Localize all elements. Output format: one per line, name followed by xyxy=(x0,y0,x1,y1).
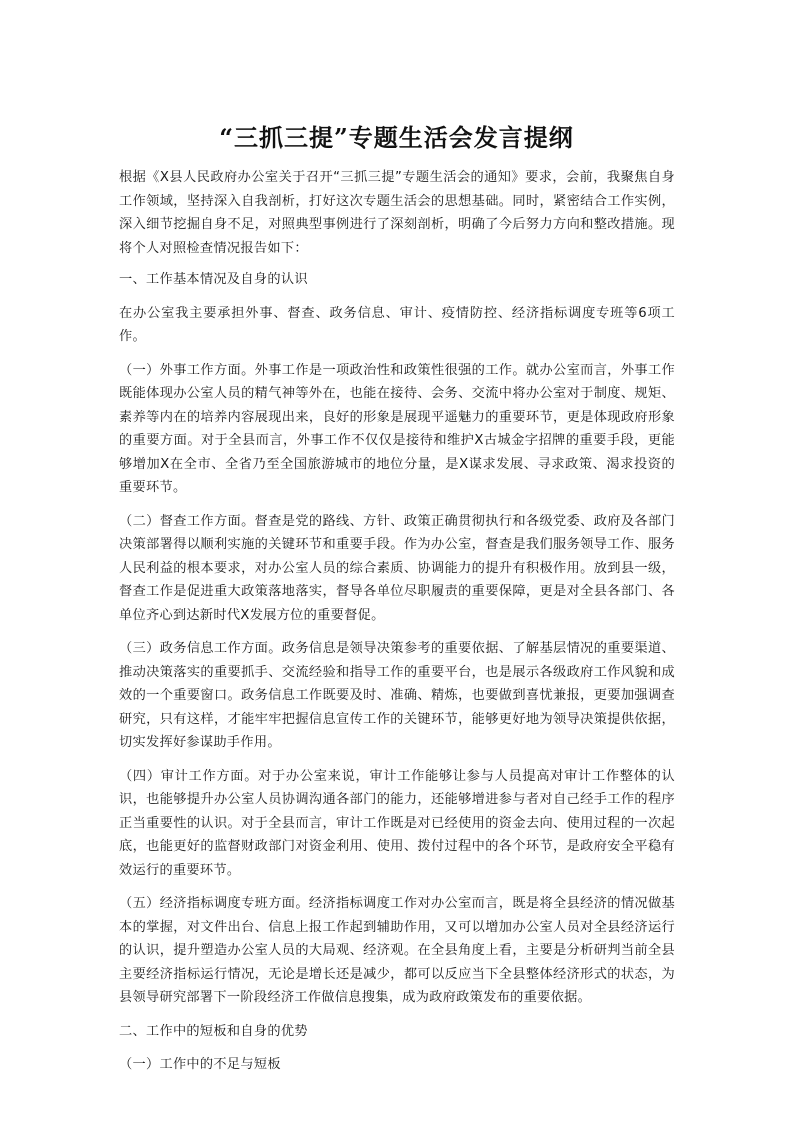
intro-paragraph: 根据《X县人民政府办公室关于召开“三抓三提”专题生活会的通知》要求，会前，我聚焦自身工作领域，坚持深入自我剖析，打好这次专题生活会的思想基础。同时，紧密结合工作实例，深入细节挖掘自身不足，对照典型事例进行了深刻剖析，明确了今后努力方向和整改措施。现将个人对照检查情况报告如下： xyxy=(119,170,675,256)
document-title: “三抓三提”专题生活会发言提纲 xyxy=(219,123,574,152)
section-heading-2: 二、工作中的短板和自身的优势 xyxy=(119,1023,308,1039)
economic-indicators-paragraph: （五）经济指标调度专班方面。经济指标调度工作对办公室而言，既是将全县经济的情况做基本的掌握，对文件出台、信息上报工作起到辅助作用，又可以增加办公室人员对全县经济运行的认识，提升塑造办公室人员的大局观、经济观。在全县角度上看，主要是分析研判当前全县主要经济指标运行情况，无论是增长还是减少，都可以反应当下全县整体经济形式的状态，为县领导研究部署下一阶段经济工作做信息搜集，成为政府政策发布的重要依据。 xyxy=(119,896,675,1005)
audit-paragraph: （四）审计工作方面。对于办公室来说，审计工作能够让参与人员提高对审计工作整体的认识，也能够提升办公室人员协调沟通各部门的能力，还能够增进参与者对自己经手工作的程序正当重要性的认识。对于全县而言，审计工作既是对已经使用的资金去向、使用过程的一次起底，也能更好的监督财政部门对资金利用、使用、拨付过程中的各个环节，是政府安全平稳有效运行的重要环节。 xyxy=(119,768,675,878)
government-info-paragraph: （三）政务信息工作方面。政务信息是领导决策参考的重要依据、了解基层情况的重要渠道、推动决策落实的重要抓手、交流经验和指导工作的重要平台，也是展示各级政府工作风貌和成效的一个重要窗口。政务信息工作既要及时、准确、精炼，也要做到喜忧兼报，更要加强调查研究，只有这样，才能牢牢把握信息宣传工作的关键环节，能够更好地为领导决策提供依据，切实发挥好参谋助手作用。 xyxy=(119,641,675,750)
work-scope-paragraph: 在办公室我主要承担外事、督查、政务信息、审计、疫情防控、经济指标调度专班等6项工作。 xyxy=(119,305,675,344)
subsection-heading: （一）工作中的不足与短板 xyxy=(119,1057,281,1072)
document-body xyxy=(119,166,675,1087)
foreign-affairs-paragraph: （一）外事工作方面。外事工作是一项政治性和政策性很强的工作。就办公室而言，外事工作既能体现办公室人员的精气神等外在，也能在接待、会务、交流中将办公室对于制度、规矩、素养等内在的培养内容展现出来，良好的形象是展现平遥魅力的重要环节，更是体现政府形象的重要方面。对于全县而言，外事工作不仅仅是接待和维护X古城金字招牌的重要手段，更能够增加X在全市、全省乃至全国旅游城市的地位分量，是X谋求发展、寻求政策、渴求投资的重要环节。 xyxy=(119,362,675,495)
section-heading-1: 一、工作基本情况及自身的认识 xyxy=(119,272,308,287)
supervision-paragraph: （二）督查工作方面。督查是党的路线、方针、政策正确贯彻执行和各级党委、政府及各部门决策部署得以顺利实施的关键环节和重要手段。作为办公室，督查是我们服务领导工作、服务人民利益的根本要求，对办公室人员的综合素质、协调能力的提升有积极作用。放到县一级，督查工作是促进重大政策落地落实，督导各单位尽职履责的重要保障，更是对全县各部门、各单位齐心到达新时代X发展方位的重要督促。 xyxy=(119,513,675,623)
